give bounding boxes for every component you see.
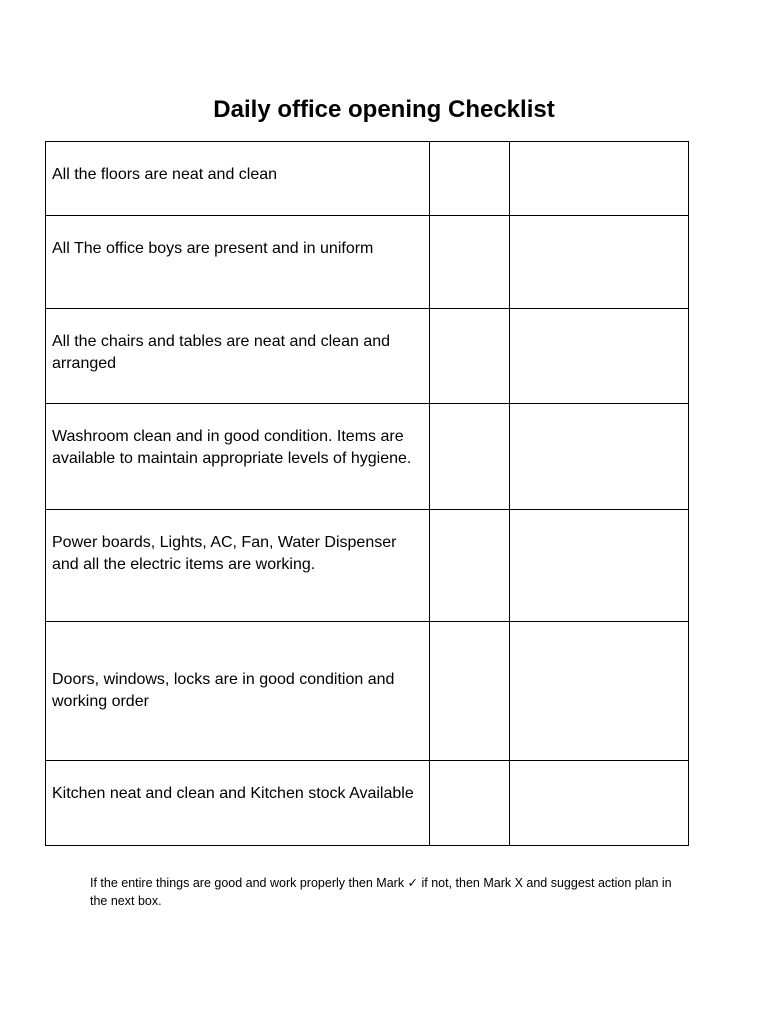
action-plan-cell[interactable] (510, 404, 689, 510)
checklist-item-cell (46, 761, 430, 846)
action-plan-cell[interactable] (510, 309, 689, 404)
table-row (46, 761, 689, 846)
action-plan-cell[interactable] (510, 142, 689, 216)
checklist-item-cell (46, 142, 430, 216)
checklist-item-cell (46, 510, 430, 622)
action-plan-cell[interactable] (510, 761, 689, 846)
table-row (46, 142, 689, 216)
checklist-item-text: Kitchen neat and clean and Kitchen stock Available (52, 785, 414, 802)
checklist-item-text: All the floors are neat and clean (52, 166, 278, 183)
mark-cell[interactable] (430, 216, 510, 309)
checklist-item-cell (46, 216, 430, 309)
action-plan-cell[interactable] (510, 510, 689, 622)
checklist-item-cell (46, 404, 430, 510)
mark-cell[interactable] (430, 142, 510, 216)
page-title: Daily office opening Checklist (213, 96, 555, 123)
table-row (46, 510, 689, 622)
checklist-item-text: Washroom clean and in good condition. Items are available to maintain appropriate levels of hygiene. (52, 428, 412, 467)
mark-cell[interactable] (430, 510, 510, 622)
checklist-item-cell (46, 622, 430, 761)
table-row (46, 404, 689, 510)
table-row (46, 622, 689, 761)
checklist-item-text: Power boards, Lights, AC, Fan, Water Dispenser and all the electric items are working. (52, 534, 397, 573)
action-plan-cell[interactable] (510, 216, 689, 309)
table-row (46, 309, 689, 404)
mark-cell[interactable] (430, 309, 510, 404)
mark-cell[interactable] (430, 622, 510, 761)
checklist-item-cell (46, 309, 430, 404)
checklist-item-text: All the chairs and tables are neat and clean and arranged (52, 333, 391, 372)
action-plan-cell[interactable] (510, 622, 689, 761)
instruction-footnote: If the entire things are good and work properly then Mark ✓ if not, then Mark X and suggest action plan in the next box. (90, 876, 672, 908)
checklist-item-text: All The office boys are present and in uniform (52, 240, 374, 257)
mark-cell[interactable] (430, 761, 510, 846)
table-row (46, 216, 689, 309)
checklist-item-text: Doors, windows, locks are in good condition and working order (52, 671, 395, 710)
checklist-table (45, 141, 689, 846)
mark-cell[interactable] (430, 404, 510, 510)
